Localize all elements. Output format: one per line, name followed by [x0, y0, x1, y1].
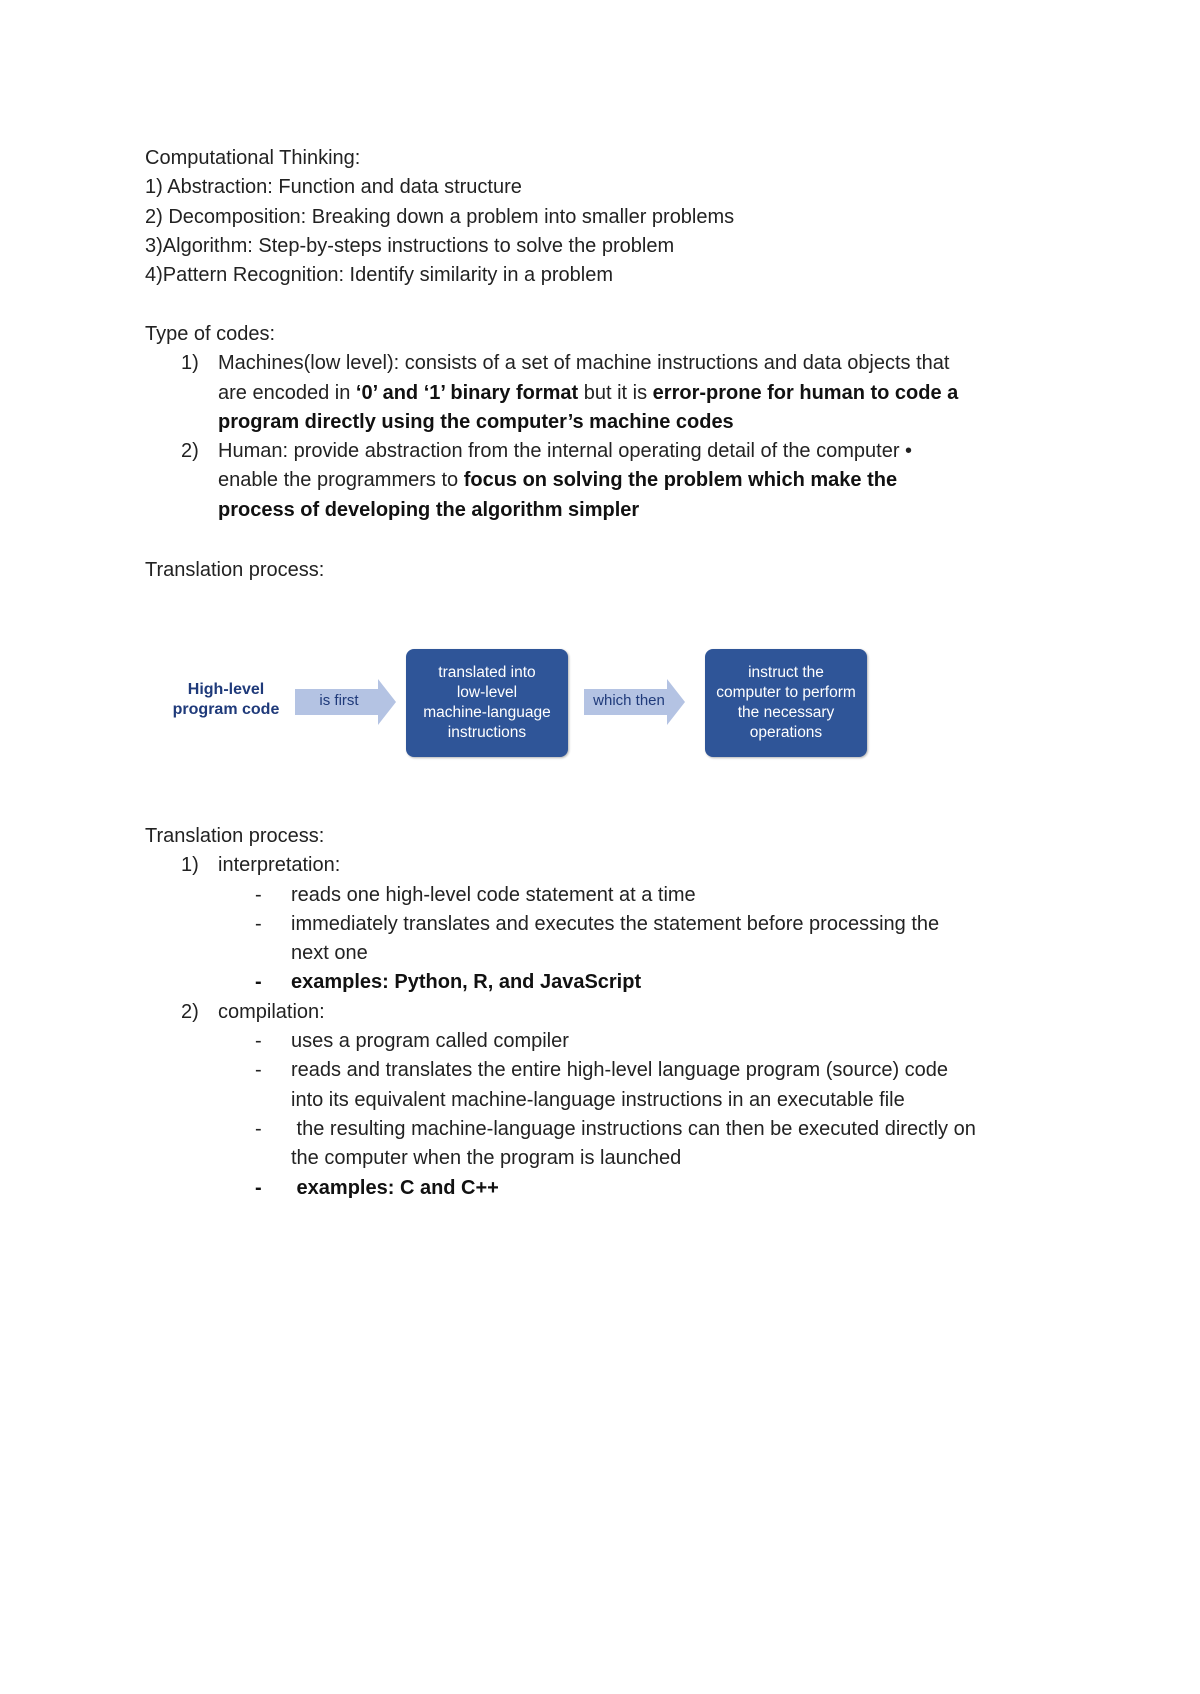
label-line: program code [172, 701, 280, 718]
box-line: operations [749, 724, 823, 741]
box-line: machine-language [423, 704, 551, 721]
bullet-text: the computer when the program is launched [291, 1147, 682, 1170]
list-item: 3)Algorithm: Step-by-steps instructions to solve the problem [145, 234, 675, 257]
bullet-text: immediately translates and executes the statement before processing the [291, 912, 940, 935]
compilation-bullets [145, 1027, 1085, 1203]
bullet-text: reads and translates the entire high-level language program (source) code [291, 1059, 949, 1082]
bold-text: error-prone for human to code a [652, 381, 959, 404]
list-item-continuation [145, 1086, 1085, 1115]
box-line: translated into [438, 664, 536, 681]
machines-line-3: program directly using the computer’s machine codes [218, 410, 734, 433]
label-line: High-level [187, 681, 265, 698]
list-number: 2) [181, 1000, 199, 1023]
list-item: 1) Abstraction: Function and data structure [145, 176, 522, 199]
plain-text: enable the programmers to [218, 469, 464, 492]
codes-list [145, 349, 1085, 525]
translation-diagram [160, 645, 880, 765]
bullet-text: the resulting machine-language instructions can then be executed directly on [291, 1117, 976, 1140]
list-item [145, 910, 1085, 939]
instruct-box [705, 649, 867, 757]
high-level-code-label [160, 680, 292, 720]
examples-text: examples: C and C++ [291, 1176, 499, 1199]
box-line: low-level [456, 684, 518, 701]
list-item [145, 437, 1085, 525]
bold-text: ‘0’ and ‘1’ binary format [355, 381, 579, 404]
type-of-codes-section [145, 320, 1085, 525]
box-line: computer to perform [716, 684, 856, 701]
arrow-label: which then [593, 692, 665, 709]
list-item [145, 1115, 1085, 1144]
list-item-continuation [145, 1144, 1085, 1173]
translate-box [406, 649, 568, 757]
list-number: 1) [181, 854, 199, 877]
human-line-3: process of developing the algorithm simpler [218, 498, 640, 521]
computational-thinking-section [145, 144, 1085, 290]
list-item: 2) Decomposition: Breaking down a problem into smaller problems [145, 205, 735, 228]
dash-marker: - [255, 912, 262, 935]
dash-marker: - [255, 883, 262, 906]
machines-line-1: Machines(low level): consists of a set of machine instructions and data objects that [218, 352, 950, 375]
section-heading: Translation process: [145, 825, 325, 847]
dash-marker: - [255, 1030, 262, 1053]
box-line: instruct the [748, 664, 824, 681]
dash-marker: - [255, 1059, 262, 1082]
human-line-2 [218, 466, 1085, 495]
section-heading: Computational Thinking: [145, 147, 361, 169]
box-line: the necessary [737, 704, 835, 721]
list-number: 1) [181, 352, 199, 375]
list-item [145, 881, 1085, 910]
arrow-label: is first [319, 692, 359, 709]
section-heading: Type of codes: [145, 323, 276, 345]
bullet-text: into its equivalent machine-language instructions in an executable file [291, 1088, 905, 1111]
list-item [145, 968, 1085, 997]
box-line: instructions [447, 724, 527, 741]
examples-text: examples: Python, R, and JavaScript [291, 971, 642, 994]
list-item [145, 1174, 1085, 1203]
human-line-1: Human: provide abstraction from the internal operating detail of the computer • [218, 440, 913, 463]
interpretation-bullets [145, 881, 1085, 998]
list-item [145, 349, 1085, 437]
list-item [145, 1056, 1085, 1085]
list-item [145, 998, 1085, 1027]
plain-text: are encoded in [218, 381, 356, 404]
bullet-text: uses a program called compiler [291, 1030, 569, 1053]
interpretation-label: interpretation: [218, 854, 341, 877]
bullet-text: reads one high-level code statement at a time [291, 883, 696, 906]
list-item [145, 851, 1085, 880]
list-item [145, 1027, 1085, 1056]
bullet-text: next one [291, 942, 368, 965]
translation-heading-1-section [145, 556, 1085, 585]
compilation-label: compilation: [218, 1000, 325, 1023]
dash-marker: - [255, 1117, 262, 1140]
machines-line-2 [218, 379, 1085, 408]
dash-marker: - [255, 971, 262, 994]
list-item-continuation [145, 939, 1085, 968]
dash-marker: - [255, 1176, 262, 1199]
translation-process-section [145, 822, 1085, 1203]
section-heading: Translation process: [145, 559, 325, 581]
plain-text: but it is [578, 381, 653, 404]
list-number: 2) [181, 440, 199, 463]
list-item: 4)Pattern Recognition: Identify similarity in a problem [145, 264, 613, 287]
bold-text: focus on solving the problem which make the [463, 469, 898, 492]
